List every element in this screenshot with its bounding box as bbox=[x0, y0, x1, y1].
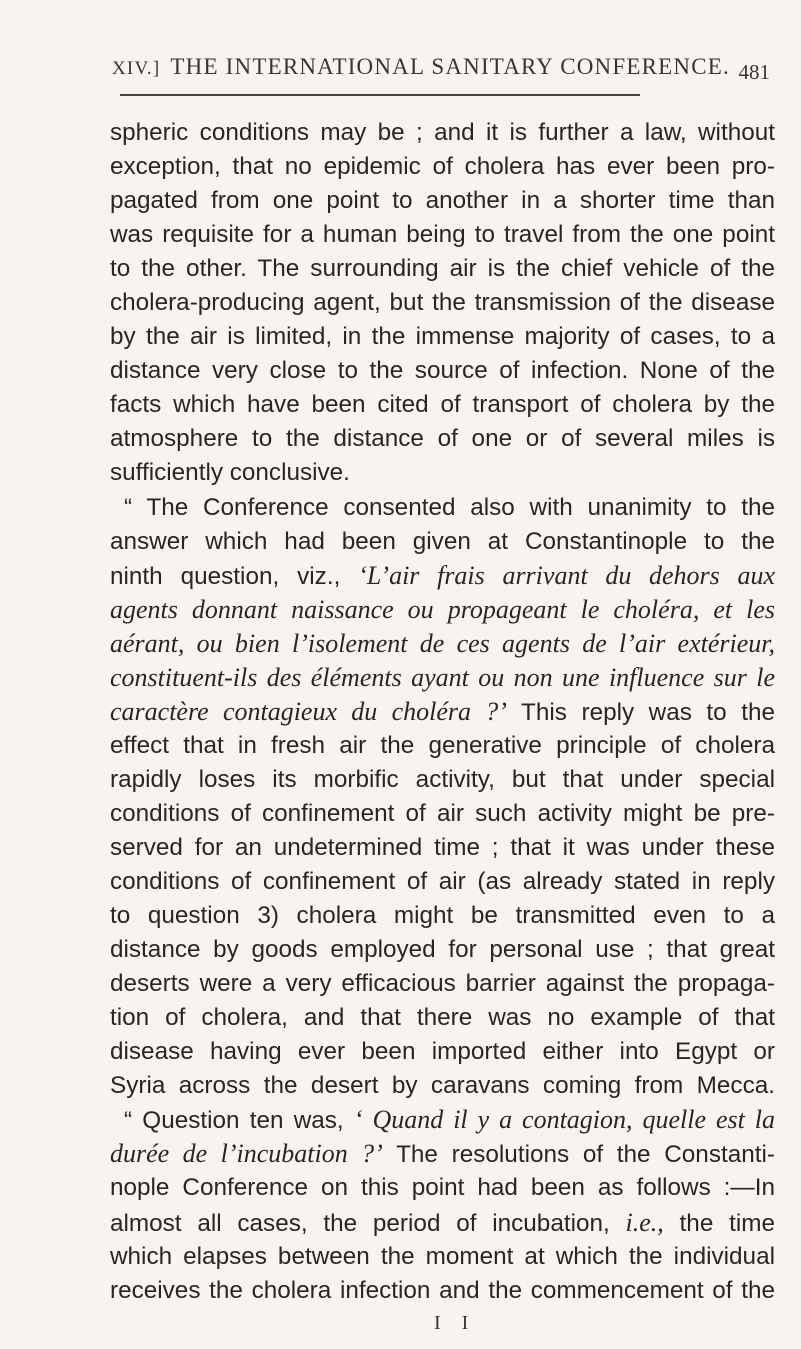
signature-mark: I I bbox=[434, 1312, 477, 1334]
text-line: “ The Conference consented also with unanimity to the bbox=[124, 493, 775, 521]
text-line: tion of cholera, and that there was no example of that bbox=[110, 1004, 775, 1032]
text-line-mixed-italic: “ Question ten was, ‘ Quand il y a contagion, quelle est la bbox=[124, 1105, 776, 1135]
text-line: facts which have been cited of transport of cholera by the bbox=[110, 391, 775, 419]
text-line: distance by goods employed for personal use ; that great bbox=[110, 936, 775, 964]
text-line-mixed-italic: almost all cases, the period of incubation, i.e., the time bbox=[110, 1207, 775, 1237]
running-head bbox=[112, 54, 730, 80]
text-line: receives the cholera infection and the commencement of the bbox=[110, 1276, 775, 1304]
text-line-mixed-italic: ninth question, viz., ‘L’air frais arrivant du dehors aux bbox=[110, 560, 775, 590]
text-line: cholera-producing agent, but the transmission of the disease bbox=[110, 289, 775, 317]
text-line: which elapses between the moment at which the individual bbox=[110, 1242, 775, 1270]
text-line-italic: constituent-ils des éléments ayant ou non une influence sur le bbox=[110, 662, 775, 692]
text-line: deserts were a very efficacious barrier against the propaga- bbox=[110, 970, 775, 998]
text-line: pagated from one point to another in a shorter time than bbox=[110, 187, 775, 215]
text-line: was requisite for a human being to travel from the one point bbox=[110, 221, 775, 249]
text-line: to the other. The surrounding air is the chief vehicle of the bbox=[110, 255, 775, 283]
text-line: distance very close to the source of infection. None of the bbox=[110, 357, 775, 385]
text-line-italic: aérant, ou bien l’isolement de ces agents de l’air extérieur, bbox=[110, 628, 775, 658]
text-line: atmosphere to the distance of one or of several miles is bbox=[110, 425, 775, 453]
text-line: by the air is limited, in the immense majority of cases, to a bbox=[110, 323, 775, 351]
italic-fragment: i.e., bbox=[625, 1207, 664, 1237]
header-rule bbox=[120, 94, 640, 96]
page-number: 481 bbox=[738, 60, 770, 84]
text-line: Syria across the desert by caravans coming from Mecca. bbox=[110, 1072, 775, 1100]
text-line: sufficiently conclusive. bbox=[110, 459, 350, 487]
text-line: spheric conditions may be ; and it is further a law, without bbox=[110, 119, 775, 146]
running-header bbox=[112, 48, 770, 88]
text-line: exception, that no epidemic of cholera has ever been pro- bbox=[110, 153, 775, 181]
text-line-mixed-italic: durée de l’incubation ?’ The resolutions of the Constanti- bbox=[110, 1139, 775, 1169]
text-line: effect that in fresh air the generative principle of cholera bbox=[110, 731, 775, 759]
text-line: served for an undetermined time ; that it was under these bbox=[110, 833, 775, 861]
italic-fragment: durée de l’incubation ?’ bbox=[110, 1139, 383, 1169]
italic-fragment: ‘ Quand il y a contagion, quelle est la bbox=[353, 1105, 776, 1135]
text-line: nople Conference on this point had been as follows :—In bbox=[110, 1174, 775, 1202]
italic-fragment: ‘L’air frais arrivant du dehors aux bbox=[358, 560, 775, 590]
text-line: rapidly loses its morbific activity, but that under special bbox=[110, 765, 775, 793]
running-title: THE INTERNATIONAL SANITARY CONFERENCE. bbox=[170, 54, 730, 79]
text-line: disease having ever been imported either into Egypt or bbox=[110, 1038, 775, 1066]
text-line: conditions of confinement of air such activity might be pre- bbox=[110, 799, 775, 827]
chapter-number: XIV.] bbox=[112, 58, 161, 79]
text-line-mixed-italic: caractère contagieux du choléra ?’ This reply was to the bbox=[110, 696, 776, 726]
italic-fragment: caractère contagieux du choléra ?’ bbox=[110, 696, 507, 726]
text-line: conditions of confinement of air (as already stated in reply bbox=[110, 868, 775, 896]
body-text bbox=[110, 116, 775, 1308]
text-line-italic: agents donnant naissance ou propageant le choléra, et les bbox=[110, 594, 775, 624]
text-line: answer which had been given at Constantinople to the bbox=[110, 527, 775, 555]
text-line: to question 3) cholera might be transmitted even to a bbox=[110, 902, 775, 930]
